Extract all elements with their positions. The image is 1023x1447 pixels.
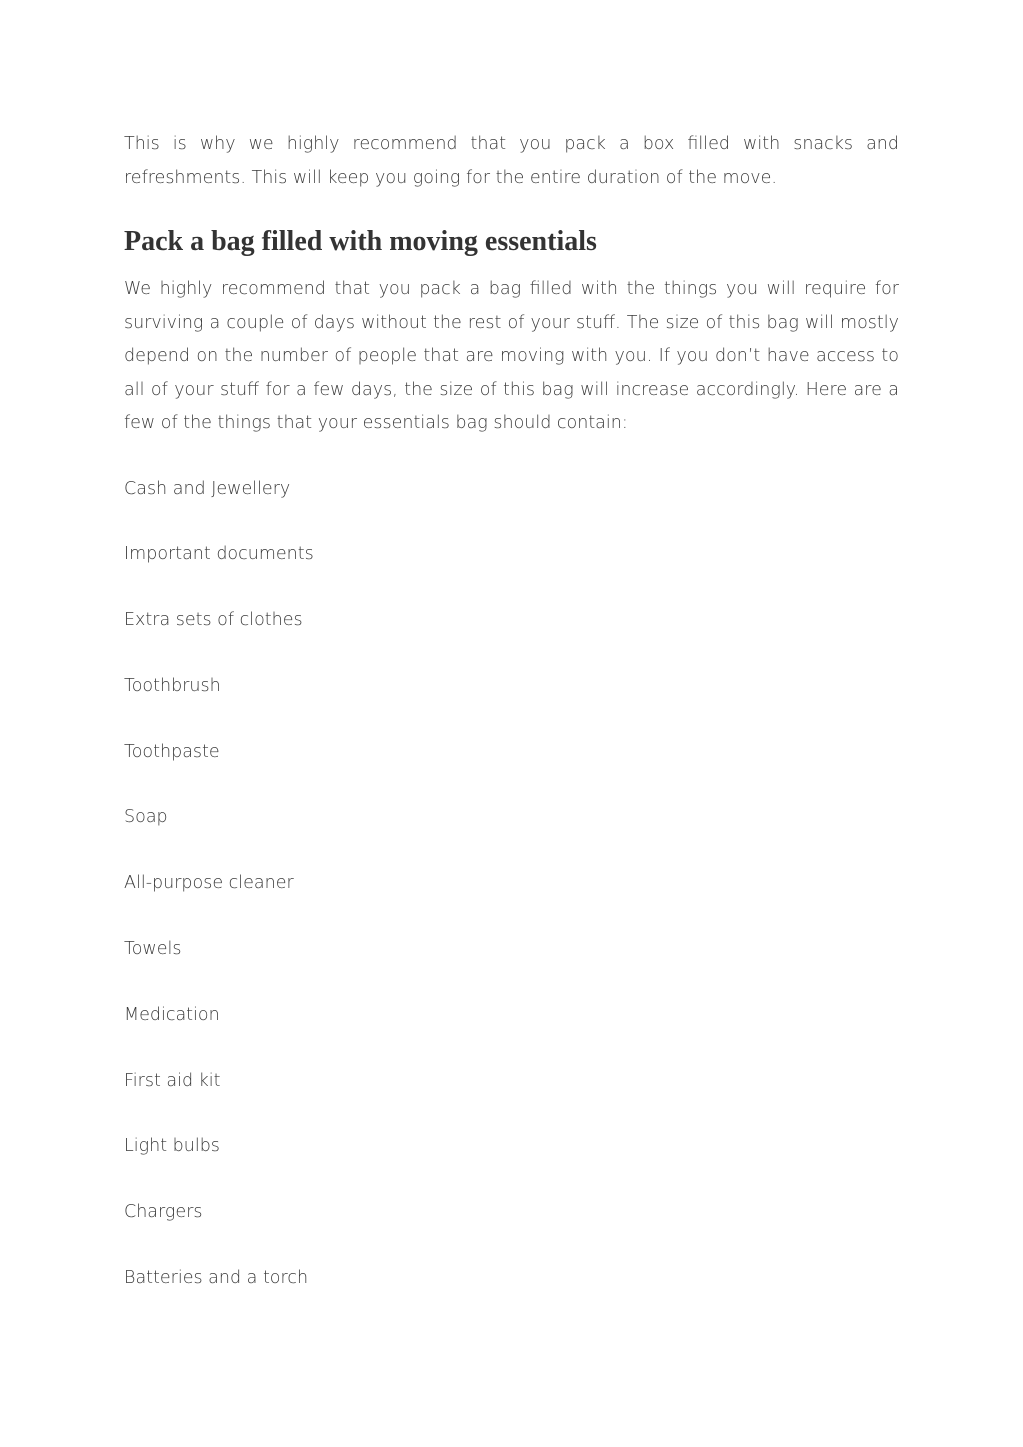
list-item: Medication (124, 1004, 220, 1025)
list-item: Batteries and a torch (124, 1268, 309, 1289)
list-item: Light bulbs (124, 1136, 220, 1157)
list-item: First aid kit (124, 1070, 221, 1091)
document-page (124, 128, 899, 1328)
intro-paragraph: This is why we highly recommend that you pack a box filled with snacks and refreshments. This will keep you going for the entire duration of the move. (124, 134, 899, 188)
list-item: Towels (124, 939, 182, 960)
essentials-list (124, 473, 899, 1296)
list-item: Cash and Jewellery (124, 478, 291, 499)
list-item: Toothbrush (124, 675, 221, 696)
body-paragraph: We highly recommend that you pack a bag filled with the things you will require for surviving a couple of days without the rest of your stuff. The size of this bag will mostly depend on the number of people that are moving with you. If you don’t have access to all of your stuff for a few days, the size of this bag will increase accordingly. Here are a few of the things that your essentials bag should contain: (124, 279, 899, 433)
list-item: All-purpose cleaner (124, 873, 294, 894)
list-item: Important documents (124, 544, 314, 565)
list-item: Extra sets of clothes (124, 610, 303, 631)
list-item: Toothpaste (124, 741, 220, 762)
section-heading: Pack a bag filled with moving essentials (124, 226, 597, 257)
list-item: Soap (124, 807, 168, 828)
list-item: Chargers (124, 1202, 203, 1223)
